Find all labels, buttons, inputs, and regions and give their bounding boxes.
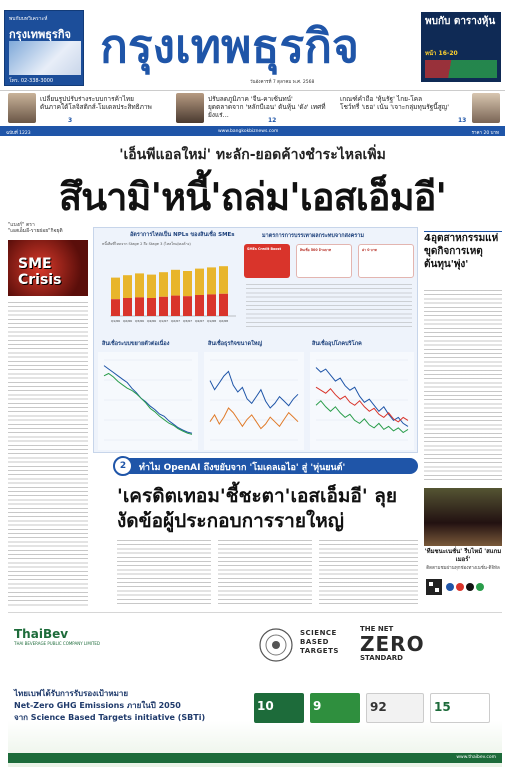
award-badge: 9 bbox=[310, 693, 360, 723]
promo-right-sub: หน้า 16-20 bbox=[425, 50, 458, 57]
sbt-logo-icon bbox=[258, 627, 294, 663]
bar bbox=[135, 297, 144, 316]
ad-text-line: จาก Science Based Targets initiative (SBTi) bbox=[14, 713, 206, 722]
social-icon bbox=[446, 583, 454, 591]
consumer-line-chart bbox=[310, 352, 414, 450]
teaser-item[interactable] bbox=[176, 93, 326, 125]
nation-caption: 'ทีมชนะเนชั่น' รีบไหม้ 'สแกมเมอร์' bbox=[424, 548, 502, 563]
teaser-item[interactable] bbox=[340, 93, 500, 125]
bar bbox=[147, 275, 156, 298]
teaser-item[interactable] bbox=[8, 93, 158, 125]
bar bbox=[123, 275, 132, 298]
issue-number: ฉบับที่ 1223 bbox=[6, 131, 31, 136]
teaser-photo bbox=[8, 93, 36, 123]
promo-right-title: พบกับ ตารางหุ้น bbox=[425, 16, 496, 27]
bar bbox=[111, 278, 120, 300]
promo-left-image bbox=[9, 41, 81, 75]
newspaper-logo[interactable]: กรุงเทพธุรกิจ bbox=[100, 19, 359, 73]
bar bbox=[159, 272, 168, 297]
website-strip bbox=[0, 128, 505, 136]
bar bbox=[195, 295, 204, 316]
teaser-text: ปรับลดภูมิภาค 'จีน-คาเซ้นทน์' ยุดตลาดจาก 'หลักบีเอน' ดันหุ้น 'ดัง' เทศที่ยังแร่... bbox=[208, 95, 326, 119]
promo-left-title: กรุงเทพธุรกิจ bbox=[9, 28, 71, 41]
bar bbox=[135, 273, 144, 297]
award-badge: 15 bbox=[430, 693, 490, 723]
openai-strip[interactable] bbox=[117, 458, 418, 474]
ad-footer bbox=[8, 753, 502, 763]
qr-code-icon bbox=[426, 579, 442, 595]
thaibev-advertisement[interactable] bbox=[8, 612, 502, 767]
bar bbox=[183, 296, 192, 316]
npl-bar-chart bbox=[100, 250, 240, 330]
panel2-title: มาตรการการบรรเทาผลกระทบจากสงคราม bbox=[262, 233, 364, 239]
social-icon bbox=[476, 583, 484, 591]
website-url[interactable]: www.bangkokbiznews.com bbox=[218, 129, 279, 134]
nation-tv-image[interactable] bbox=[424, 488, 502, 546]
teaser-page: 12 bbox=[268, 117, 277, 124]
ad-text-line: Net-Zero GHG Emissions ภายในปี 2050 bbox=[14, 701, 181, 710]
panel5-title: สินเชื่ออุปโภคบริโภค bbox=[312, 341, 362, 347]
bar bbox=[111, 299, 120, 316]
social-icon bbox=[456, 583, 464, 591]
panel4-title: สินเชื่อธุรกิจขนาดใหญ่ bbox=[208, 341, 263, 347]
bar bbox=[219, 294, 228, 316]
main-headline[interactable]: สึนามิ'หนี้'ถล่ม'เอสเอ็มอี' bbox=[58, 175, 447, 219]
teaser-strip bbox=[0, 90, 505, 128]
social-icon bbox=[466, 583, 474, 591]
byline: "แบงก์" ตรา "เอสเอ็มอี-รายย่อย"กิจยุติ bbox=[8, 222, 63, 234]
panel1-subtitle: หนี้เสียที่ไหลจาก Stage 2 ถึง Stage 3 (ไหลใหม่/คงค้าง) bbox=[102, 242, 191, 246]
ad-text-line: ไทยเบฟได้รับการรับรองเป้าหมาย bbox=[14, 689, 129, 698]
right-article-body bbox=[424, 290, 502, 480]
promo-left-phone: โทร. 02-338-3000 bbox=[9, 78, 54, 84]
tick-label: Q1/66 bbox=[110, 319, 121, 323]
promo-left-sub: พบกับบทวิเคราะห์ bbox=[9, 16, 48, 22]
thaibev-logo: ThaiBev bbox=[14, 627, 69, 641]
tick-label: Q3/67 bbox=[182, 319, 193, 323]
measure-card: SMEs Credit Boost bbox=[244, 244, 290, 278]
tick-label: Q1/67 bbox=[158, 319, 169, 323]
bar bbox=[195, 269, 204, 295]
bar bbox=[123, 298, 132, 316]
bar bbox=[147, 298, 156, 316]
sme-image-text: SME Crisis bbox=[18, 256, 62, 288]
promo-box-left[interactable] bbox=[4, 10, 84, 86]
chart-bg bbox=[310, 352, 414, 450]
article-body-col bbox=[319, 540, 418, 606]
chart-bg bbox=[98, 352, 198, 450]
tick-label: Q3/66 bbox=[134, 319, 145, 323]
chart-bg bbox=[204, 352, 304, 450]
ad-url[interactable]: www.thaibev.com bbox=[456, 755, 496, 760]
issue-date: วันอังคารที่ 7 ตุลาคม พ.ศ. 2568 bbox=[250, 80, 315, 85]
tick-label: Q2/68 bbox=[218, 319, 229, 323]
article-body-col bbox=[117, 540, 211, 606]
teaser-page: 3 bbox=[68, 117, 73, 124]
bar bbox=[159, 297, 168, 316]
thaibev-logo-sub: THAI BEVERAGE PUBLIC COMPANY LIMITED bbox=[14, 641, 100, 646]
tick-label: Q1/68 bbox=[206, 319, 217, 323]
section-number: 2 bbox=[113, 456, 133, 476]
promo-box-right[interactable] bbox=[421, 12, 501, 82]
bar bbox=[207, 267, 216, 294]
bar bbox=[219, 266, 228, 294]
bar bbox=[171, 270, 180, 296]
sbt-label: SCIENCE BASED TARGETS bbox=[300, 629, 339, 655]
infographic bbox=[93, 227, 418, 453]
teaser-photo bbox=[176, 93, 204, 123]
masthead bbox=[0, 0, 505, 90]
bar bbox=[171, 296, 180, 316]
social-icons bbox=[424, 577, 502, 597]
tick-label: Q2/67 bbox=[170, 319, 181, 323]
measure-card: ค่า 0 บาท bbox=[358, 244, 414, 278]
measure-details bbox=[246, 284, 412, 330]
corporate-line-chart bbox=[204, 352, 304, 450]
net-zero-standard: THE NET ZERO STANDARD bbox=[360, 625, 425, 662]
teaser-text: เกณฑ์คำถือ 'หุ้นรัฐ' ไกย-โคล โชว์ทรี่ 'เธอ' เน้น 'เจาะกลุ่มทุนรัฐนี้สูญ' bbox=[340, 95, 450, 111]
kicker-headline: 'เอ็นพีแอลใหม่' ทะลัก-ยอดค้างชำระไหลเพิ่ม bbox=[119, 147, 386, 163]
panel1-title: อัตราการไหลเป็น NPLs ของสินเชื่อ SMEs bbox=[130, 232, 235, 238]
measure-card: สินเชื่อ 500 ล้านบาท bbox=[296, 244, 352, 278]
second-headline[interactable]: 'เครดิตเทอม'ชี้ชะตา'เอสเอ็มอี' ลุยงัดข้อผู้ประกอบการรายใหญ่ bbox=[117, 485, 398, 532]
tick-label: Q2/66 bbox=[122, 319, 133, 323]
award-badge: 10 bbox=[254, 693, 304, 723]
sme-crisis-image bbox=[8, 240, 88, 296]
right-headline[interactable]: 4อุตสาหกรรมแห่ขุดกิจการเหตุต้นทุน'พุ่ง' bbox=[424, 233, 499, 270]
bar bbox=[183, 271, 192, 296]
bar bbox=[207, 294, 216, 316]
price-label: ราคา 20 บาท bbox=[471, 131, 499, 136]
credit-line-chart bbox=[98, 352, 198, 450]
article-body-col bbox=[218, 540, 312, 606]
award-badges bbox=[254, 693, 494, 723]
left-article-body bbox=[8, 302, 88, 608]
openai-strip-text: ทำไม OpenAI ถึงขยับจาก 'โมเดลเอไอ' สู่ 'หุ่นยนต์' bbox=[139, 463, 346, 473]
teaser-page: 13 bbox=[458, 117, 467, 124]
teaser-text: เปลี่ยนรูปปรับร่างระบบการค้าไทย ดันภาคใต้โลจิสติกส์-โมเดลประสิทธิภาพ bbox=[40, 95, 152, 111]
nation-subcaption: ติดตามชมผ่านทุกช่องทางเนชั่น-ดิจิทัล bbox=[426, 566, 500, 571]
stock-chart-icon bbox=[425, 60, 497, 78]
panel3-title: สินเชื่อระบบขยายตัวต่อเนื่อง bbox=[102, 341, 170, 347]
tick-label: Q4/66 bbox=[146, 319, 157, 323]
tick-label: Q4/67 bbox=[194, 319, 205, 323]
award-badge: 92 bbox=[366, 693, 424, 723]
teaser-photo bbox=[472, 93, 500, 123]
